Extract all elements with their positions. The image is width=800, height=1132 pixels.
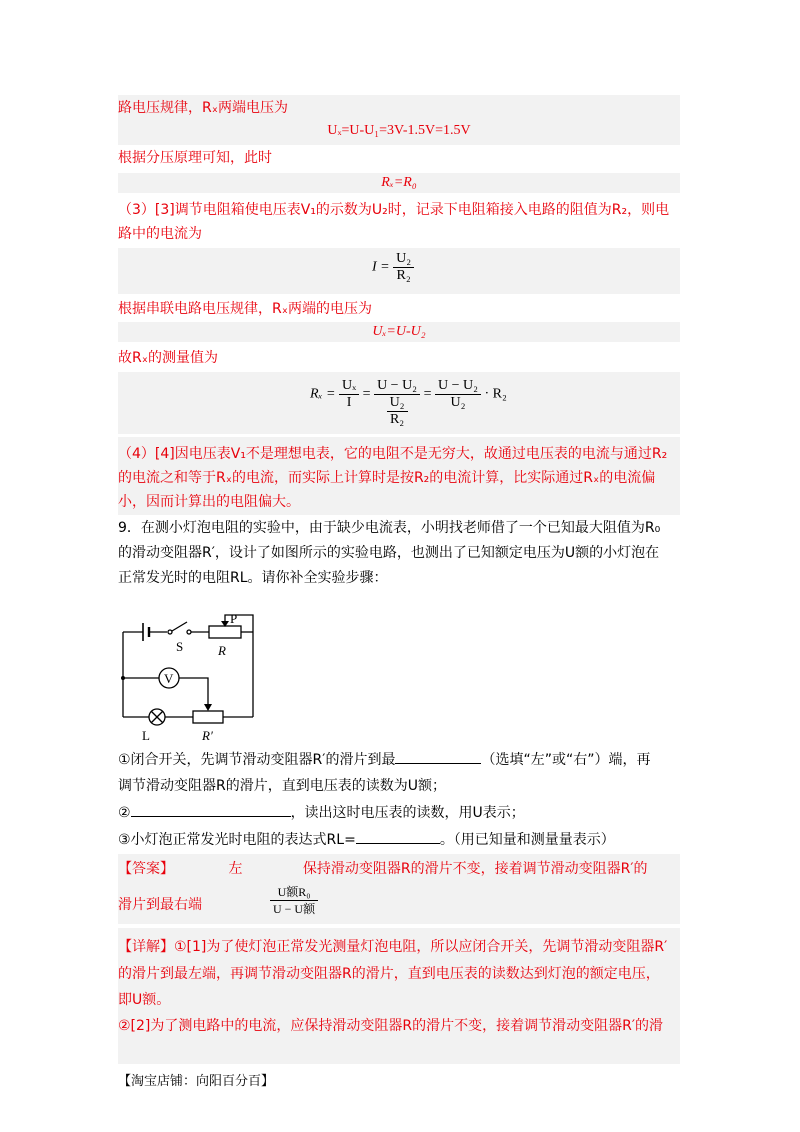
text-line: （3）[3]调节电阻箱使电压表V₁的示数为U₂时，记录下电阻箱接入电路的阻值为R₂，则电 [118,202,670,218]
question-text: 9．在测小灯泡电阻的实验中，由于缺少电流表，小明找老师借了一个已知最大阻值为R₀ [118,520,661,536]
footer-shop: 【淘宝店铺：向阳百分百】 [118,1074,275,1089]
eq-lhs: Rₓ = [310,386,336,402]
fraction-numerator: U额R₀ [270,884,318,901]
step-text: （选填“左”或“右”）端，再 [481,752,651,768]
answer-blank[interactable] [356,829,440,844]
fraction-numerator: U₂ [387,395,408,412]
step-text: 。（用已知量和测量量表示） [439,832,615,848]
equals-sign: = [423,386,432,402]
label-p: P [230,611,238,626]
detail-line: ②[2]为了测电路中的电流，应保持滑动变阻器R的滑片不变，接着调节滑动变阻器R′的滑 [118,1018,664,1034]
fraction-numerator: U − U₂ [374,378,420,395]
text-line: 路电压规律，Rₓ两端电压为 [118,100,288,116]
text-line: 路中的电流为 [118,226,202,242]
fraction-denominator: R₂ [389,412,405,427]
answer-1: 左 [228,861,243,877]
equation-rx: Rₓ=R₀ [381,175,417,190]
text-line: 小，因而计算出的电阻偏大。 [118,494,300,510]
step-3 [118,828,680,852]
eq-lhs: I = [372,259,390,275]
answer-line-cont: 滑片到最右端 [118,897,202,913]
detail-line: 的滑片到最左端，再调节滑动变阻器R的滑片，直到电压表的读数达到灯泡的额定电压， [118,966,660,982]
step-text: ①闭合开关，先调节滑动变阻器R′的滑片到最 [118,752,396,768]
text-line: 的电流之和等于Rₓ的电流，而实际上计算时是按R₂的电流计算，比实际通过Rₓ的电流偏 [118,470,656,486]
fraction [393,251,414,284]
answer-blank[interactable] [131,802,291,817]
fraction-denominator [374,395,420,428]
detail-line: 【详解】①[1]为了使灯泡正常发光测量灯泡电阻，所以应闭合开关，先调节滑动变阻器R′ [118,939,668,955]
step-text: ② [118,805,131,821]
circuit-diagram [115,605,265,745]
text-line: 根据分压原理可知，此时 [118,150,272,166]
fraction-denominator: I [346,395,352,410]
fraction-numerator: U − U₂ [435,378,481,395]
label-r-prime: R′ [202,728,213,743]
text-line: 故Rₓ的测量值为 [118,350,218,366]
answer-tag: 【答案】 [118,861,174,877]
step-1 [118,748,680,772]
text-line: 根据串联电路电压规律，Rₓ两端的电压为 [118,301,372,317]
fraction [374,378,420,428]
step-text: ，读出这时电压表的读数，用U表示； [290,805,525,821]
fraction-denominator: R₂ [396,268,411,283]
step-2 [118,801,680,825]
detail-line: 即U额。 [118,992,171,1008]
fraction-numerator: Uₓ [339,378,359,395]
eq-tail: · R₂ [484,386,507,402]
answer-2: 保持滑动变阻器R的滑片不变，接着调节滑动变阻器R′的 [302,861,648,877]
fraction [270,884,318,917]
fraction-numerator: U₂ [393,251,414,268]
equation-ux2: Uₓ=U-U₂ [372,324,426,339]
answer-line [118,857,680,881]
question-text: 的滑动变阻器R′，设计了如图所示的实验电路，也测出了已知额定电压为U额的小灯泡在 [118,545,660,561]
text-line: （4）[4]因电压表V₁不是理想电表，它的电阻不是无穷大，故通过电压表的电流与通过R₂ [118,446,668,462]
fraction-denominator: U₂ [450,395,466,410]
label-v: V [164,671,174,686]
label-s: S [176,639,184,654]
label-r: R [218,643,226,658]
equation-ux: Uₓ=U-U₁=3V-1.5V=1.5V [327,123,471,138]
nested-fraction [387,395,408,428]
label-l: L [142,728,150,743]
fraction [339,378,359,411]
equation-current [372,251,414,284]
fraction [435,378,481,411]
equation-rx-measured [310,378,507,428]
fraction-denominator: U − U额 [273,902,316,916]
answer-3-fraction [270,884,318,917]
equals-sign: = [362,386,371,402]
question-text: 正常发光时的电阻RL。请你补全实验步骤： [118,570,388,586]
answer-blank[interactable] [395,749,481,764]
step-text: ③小灯泡正常发光时电阻的表达式RL= [118,832,356,848]
step-1-cont: 调节滑动变阻器R的滑片，直到电压表的读数为U额； [118,778,446,794]
